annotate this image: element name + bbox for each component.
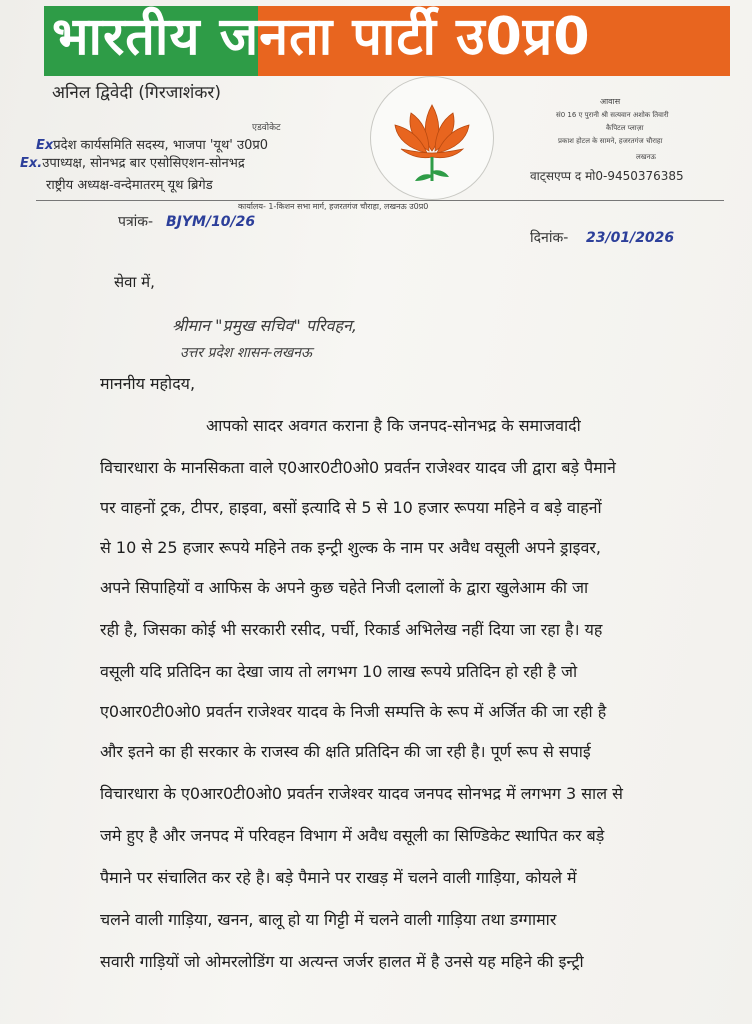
- address-line-2: कैपिटल प्लाज़ा: [606, 124, 644, 132]
- body-line: चलने वाली गाड़िया, खनन, बालू हो या गिट्टी में चलने वाली गाड़िया तथा डग्गामार: [100, 910, 557, 929]
- body-line: पर वाहनों ट्रक, टीपर, हाइवा, बसों इत्यादि से 5 से 10 हजार रूपया महिने व बड़े वाहनों: [100, 498, 602, 517]
- body-line: सवारी गाड़ियों जो ओमरलोडिंग या अत्यन्त जर्जर हालत में है उनसे यह महिने की इन्ट्री: [100, 952, 584, 971]
- sender-profession: एडवोकेट: [252, 123, 281, 133]
- sender-position-2: [20, 153, 245, 171]
- handwritten-ex-prefix-1: Ex: [36, 138, 54, 153]
- body-line: पैमाने पर संचालित कर रहे है। बड़े पैमाने पर राखड़ में चलने वाली गाड़िया, कोयले में: [100, 868, 577, 887]
- body-line: ए0आर0टी0ओ0 प्रवर्तन राजेश्वर यादव के निजी सम्पत्ति के रूप में अर्जित की जा रही है: [100, 702, 607, 721]
- date-label: दिनांक-: [530, 230, 569, 246]
- body-line: अपने सिपाहियों व आफिस के अपने कुछ चहेते निजी दलालों के द्वारा खुलेआम की जा: [100, 578, 589, 597]
- lotus-icon: [370, 76, 494, 200]
- sender-position-1: [36, 135, 268, 153]
- letter-date: 23/01/2026: [586, 230, 675, 246]
- handwritten-ex-prefix-2: Ex.: [20, 156, 43, 171]
- to-heading: सेवा में,: [114, 273, 155, 291]
- body-line: जमे हुए है और जनपद में परिवहन विभाग में अवैध वसूली का सिण्डिकेट स्थापित कर बड़े: [100, 826, 605, 845]
- address-line-3: प्रकाश होटल के सामने, हजरतगंज चौराहा: [558, 137, 663, 145]
- reference-label: पत्रांक-: [118, 214, 154, 230]
- body-line: विचारधारा के मानसिकता वाले ए0आर0टी0ओ0 प्रवर्तन राजेश्वर यादव जी द्वारा बड़े पैमाने: [100, 458, 616, 477]
- body-line: वसूली यदि प्रतिदिन का देखा जाय तो लगभग 10 लाख रूपये प्रतिदिन हो रही है जो: [100, 662, 578, 681]
- sender-position-3: राष्ट्रीय अध्यक्ष-वन्देमातरम् यूथ ब्रिगेड: [46, 178, 213, 193]
- body-line: से 10 से 25 हजार रूपये महिने तक इन्ट्री शुल्क के नाम पर अवैध वसूली अपने ड्राइवर,: [100, 538, 602, 557]
- whatsapp-number: वाट्सएप्प द मो0-9450376385: [530, 169, 684, 183]
- reference-number: BJYM/10/26: [166, 214, 256, 230]
- sender-position-1-text: प्रदेश कार्यसमिति सदस्य, भाजपा 'यूथ' उ0प्र0: [53, 138, 269, 153]
- salutation: माननीय महोदय,: [100, 374, 196, 393]
- body-line: विचारधारा के ए0आर0टी0ओ0 प्रवर्तन राजेश्वर यादव जनपद सोनभद्र में लगभग 3 साल से: [100, 784, 623, 803]
- body-line: रही है, जिसका कोई भी सरकारी रसीद, पर्ची, रिकार्ड अभिलेख नहीं दिया जा रहा है। यह: [100, 620, 603, 639]
- addressee-line-1: श्रीमान "प्रमुख सचिव" परिवहन,: [172, 316, 357, 335]
- sender-position-2-text: उपाध्यक्ष, सोनभद्र बार एसोसिएशन-सोनभद्र: [42, 156, 245, 171]
- address-heading: आवास: [600, 97, 621, 106]
- sender-name: अनिल द्विवेदी (गिरजाशंकर): [52, 83, 221, 103]
- address-line-1: सं0 16 ए पुरानी श्री सत्यवान अशोक तिवारी: [556, 111, 669, 119]
- office-address: कार्यालय- 1-किशन सभा मार्ग, हजरतगंज चौराहा, लखनऊ उ0प्र0: [238, 202, 429, 211]
- address-line-4: लखनऊ: [636, 153, 656, 161]
- body-line: आपको सादर अवगत कराना है कि जनपद-सोनभद्र के समाजवादी: [206, 416, 581, 435]
- addressee-line-2: उत्तर प्रदेश शासन-लखनऊ: [180, 345, 313, 361]
- body-line: और इतने का ही सरकार के राजस्व की क्षति प्रतिदिन की जा रही है। पूर्ण रूप से सपाई: [100, 742, 591, 761]
- banner-title: भारतीय जनता पार्टी उ0प्र0: [52, 7, 591, 67]
